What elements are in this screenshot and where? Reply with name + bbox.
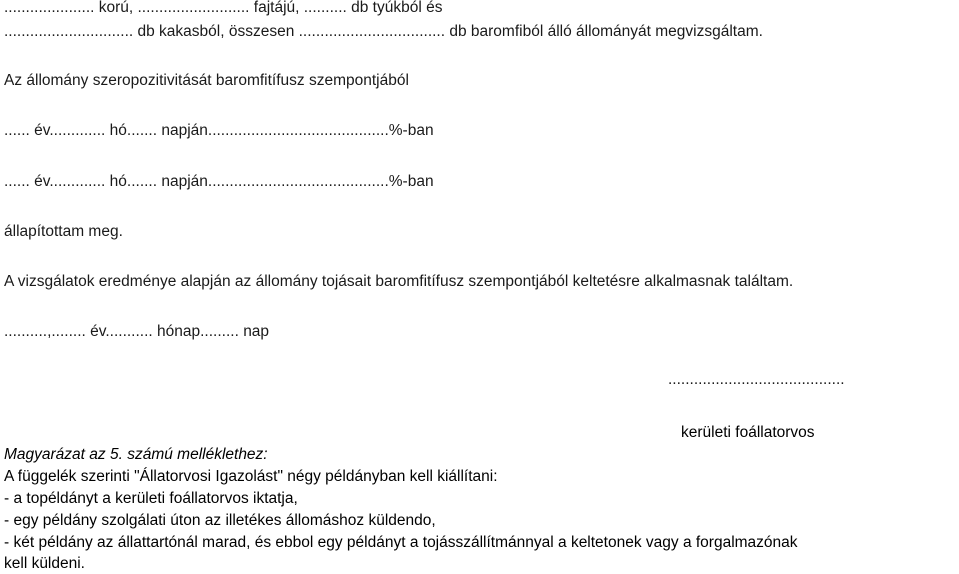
note-paragraph-1: A függelék szerinti "Állatorvosi Igazolást" négy példányban kell kiállítani: xyxy=(4,468,498,485)
note-paragraph-3: - egy példány szolgálati úton az illetékes állomáshoz küldendo, xyxy=(4,512,436,529)
text-line-seropositivity: Az állomány szeropozitivitását baromfitífusz szempontjából xyxy=(4,72,409,89)
note-paragraph-4: - két példány az állattartónál marad, és ebbol egy példányt a tojásszállítmánnyal a keltetonek vagy a forgalmazónak xyxy=(4,534,798,551)
note-paragraph-2: - a topéldányt a kerületi foállatorvos iktatja, xyxy=(4,490,298,507)
text-line-date-percent-2: ...... év............. hó....... napján..........................................%-ban xyxy=(4,173,434,190)
signature-line: ......................................... xyxy=(668,371,845,388)
text-line-age-breed: ..................... korú, .......................... fajtájú, .......... db tyúkból és xyxy=(4,0,443,16)
signature-title: kerületi foállatorvos xyxy=(681,424,815,441)
text-line-place-date: ..........,........ év........... hónap......... nap xyxy=(4,323,270,340)
text-line-date-percent-1: ...... év............. hó....... napján..........................................%-ban xyxy=(4,122,434,139)
note-paragraph-5: kell küldeni. xyxy=(4,555,85,572)
note-heading: Magyarázat az 5. számú melléklethez: xyxy=(4,446,268,463)
text-line-flock-count: .............................. db kakasból, összesen .................................. db baromfiból álló állományát megvizsgáltam. xyxy=(4,23,763,40)
text-line-established: állapítottam meg. xyxy=(4,223,123,240)
text-line-result: A vizsgálatok eredménye alapján az állomány tojásait baromfitífusz szempontjából keltetésre alkalmasnak találtam. xyxy=(4,273,794,290)
